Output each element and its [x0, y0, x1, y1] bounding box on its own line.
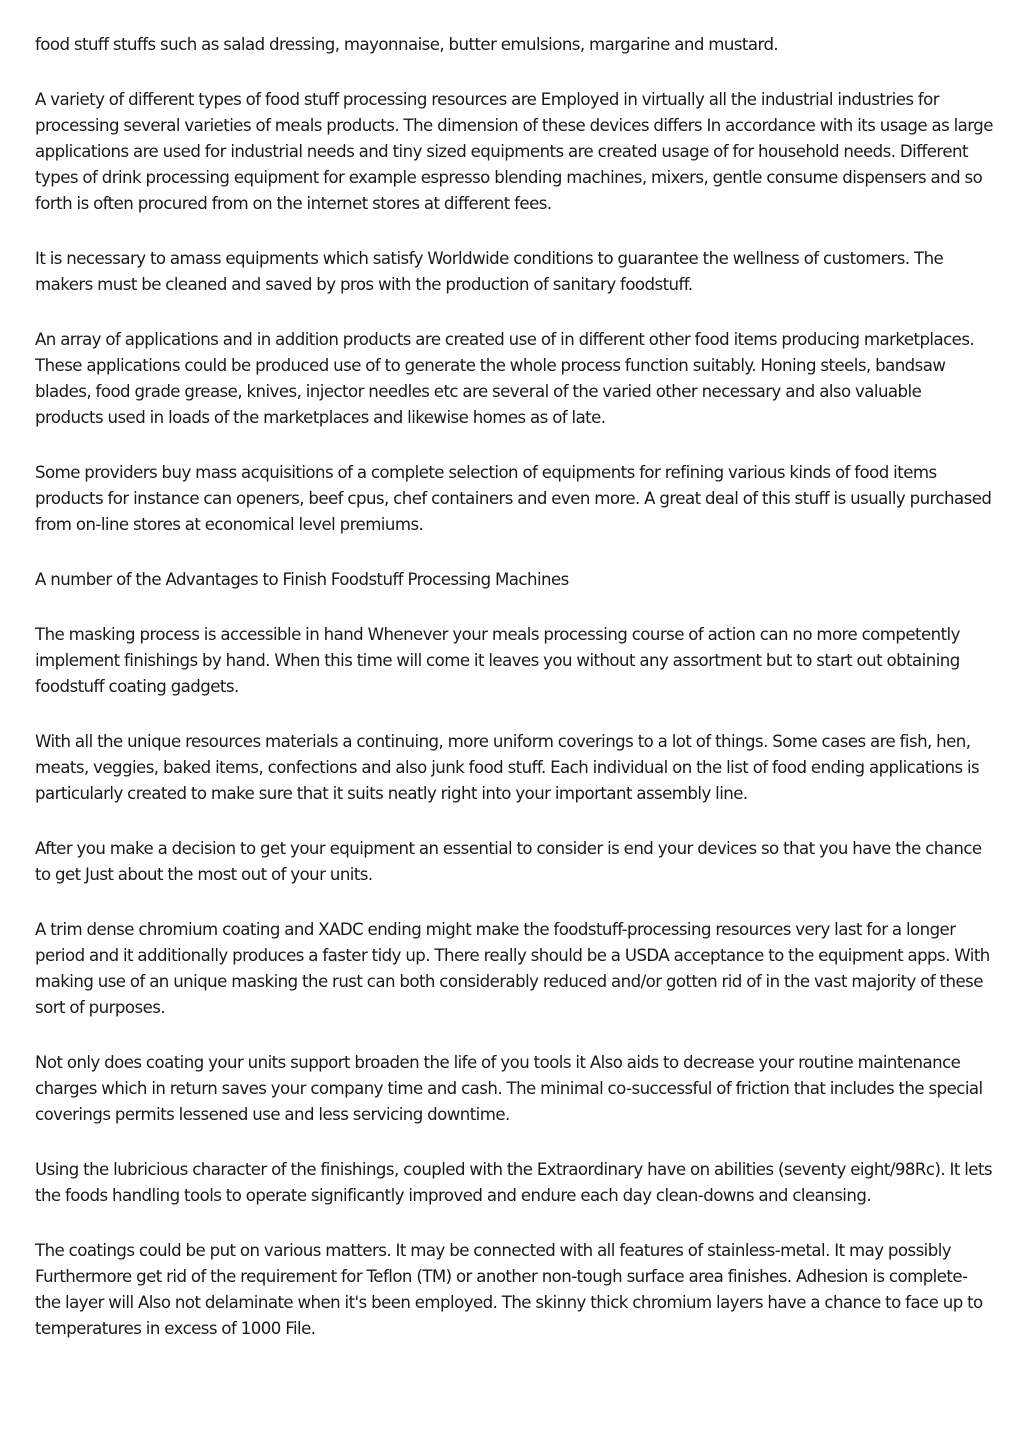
paragraph-emulsions: food stuff stuffs such as salad dressing, mayonnaise, butter emulsions, margarine and mustard. — [35, 35, 779, 54]
paragraph-worldwide-conditions: It is necessary to amass equipments which satisfy Worldwide conditions to guarantee the wellness of customers. The makers must be cleaned and saved by pros with the production of sanitary foodstuff. — [35, 249, 944, 294]
section-heading-advantages: A number of the Advantages to Finish Foodstuff Processing Machines — [35, 570, 569, 589]
paragraph-masking-process: The masking process is accessible in hand Whenever your meals processing course of action can no more competently implement finishings by hand. When this time will come it leaves you without any assortment but to start out obtaining foodstuff coating gadgets. — [35, 625, 960, 696]
paragraph-lubricious-character: Using the lubricious character of the finishings, coupled with the Extraordinary have on abilities (seventy eight/98Rc). It lets the foods handling tools to operate significantly improved and endure each day clean-downs and cleansing. — [35, 1160, 993, 1205]
document-body — [35, 32, 993, 1371]
paragraph-chromium-coating: A trim dense chromium coating and XADC ending might make the foodstuff-processing resources very last for a longer period and it additionally produces a faster tidy up. There really should be a USDA acceptance to the equipment apps. With making use of an unique masking the rust can both considerably reduced and/or gotten rid of in the vast majority of these sort of purposes. — [35, 920, 990, 1017]
paragraph-unique-resources: With all the unique resources materials a continuing, more uniform coverings to a lot of things. Some cases are fish, hen, meats, veggies, baked items, confections and also junk food stuff. Each individual on the list of food ending applications is particularly created to make sure that it suits neatly right into your important assembly line. — [35, 732, 980, 803]
paragraph-applications: An array of applications and in addition products are created use of in different other food items producing marketplaces. These applications could be produced use of to generate the whole process function suitably. Honing steels, bandsaw blades, food grade grease, knives, injector needles etc are several of the varied other necessary and also valuable products used in loads of the marketplaces and likewise homes as of late. — [35, 330, 975, 427]
paragraph-equipment-decision: After you make a decision to get your equipment an essential to consider is end your devices so that you have the chance to get Just about the most out of your units. — [35, 839, 982, 884]
paragraph-mass-acquisitions: Some providers buy mass acquisitions of a complete selection of equipments for refining various kinds of food items products for instance can openers, beef cpus, chef containers and even more. A great deal of this stuff is usually purchased from on-line stores at economical level premiums. — [35, 463, 992, 534]
paragraph-processing-resources: A variety of different types of food stuff processing resources are Employed in virtually all the industrial industries for processing several varieties of meals products. The dimension of these devices differs In accordance with its usage as large applications are used for industrial needs and tiny sized equipments are created usage of for household needs. Different types of drink processing equipment for example espresso blending machines, mixers, gentle consume dispensers and so forth is often procured from on the internet stores at different fees. — [35, 90, 993, 213]
paragraph-coatings-matters: The coatings could be put on various matters. It may be connected with all features of stainless-metal. It may possibly Furthermore get rid of the requirement for Teflon (TM) or another non-tough surface area finishes. Adhesion is complete-the layer will Also not delaminate when it's been employed. The skinny thick chromium layers have a chance to face up to temperatures in excess of 1000 File. — [35, 1241, 983, 1338]
paragraph-maintenance-charges: Not only does coating your units support broaden the life of you tools it Also aids to decrease your routine maintenance charges which in return saves your company time and cash. The minimal co-successful of friction that includes the special coverings permits lessened use and less servicing downtime. — [35, 1053, 983, 1124]
